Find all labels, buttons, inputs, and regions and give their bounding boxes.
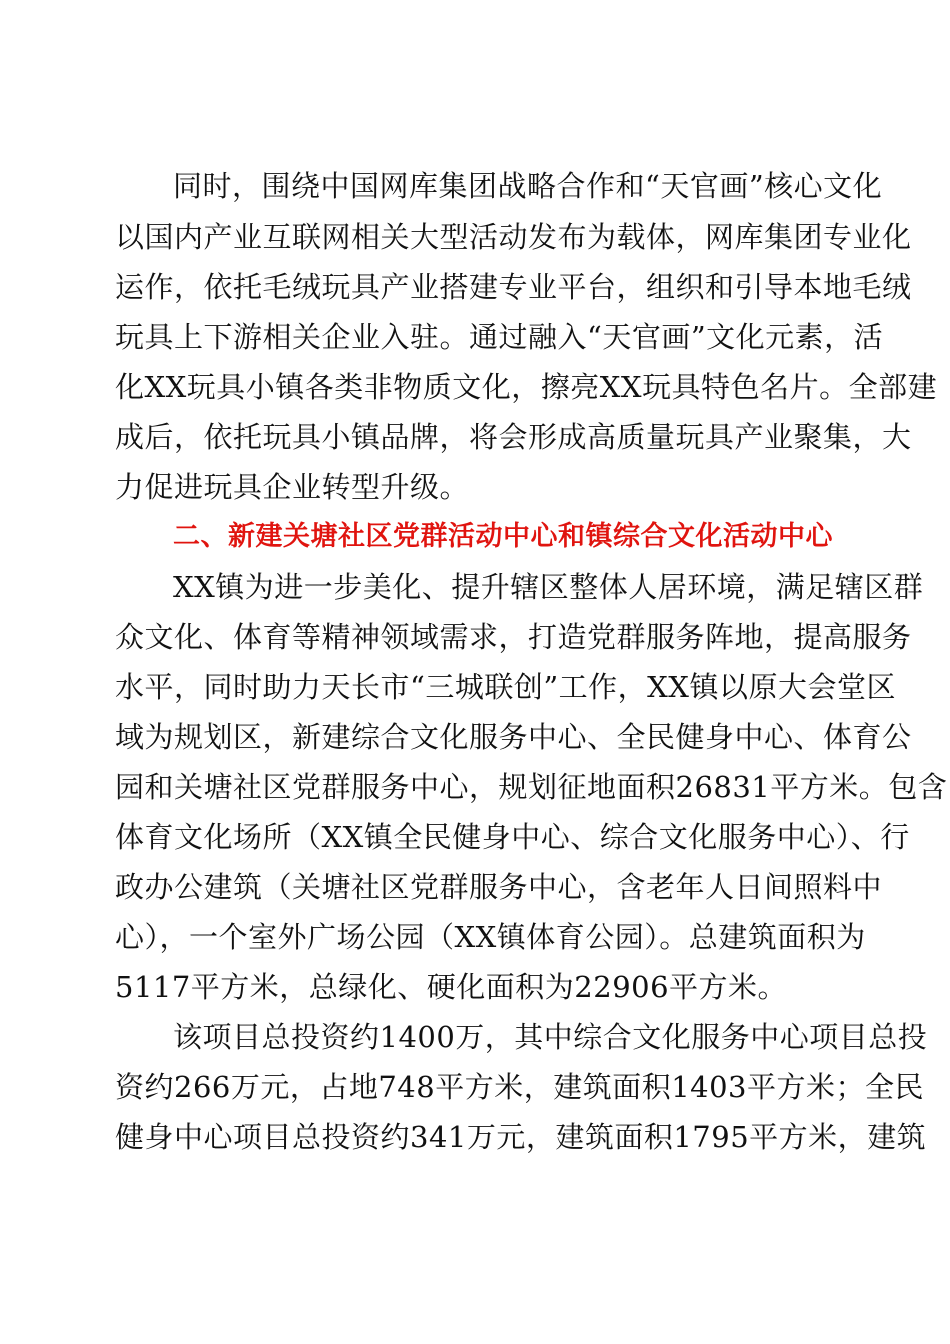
paragraph-2-line-7: 政办公建筑（关塘社区党群服务中心，含老年人日间照料中: [115, 870, 883, 904]
paragraph-3-line-2: 资约266万元，占地748平方米，建筑面积1403平方米；全民: [115, 1070, 925, 1104]
paragraph-2-line-3: 水平，同时助力天长市“三城联创”工作，XX镇以原大会堂区: [115, 670, 896, 704]
paragraph-1-line-7: 力促进玩具企业转型升级。: [115, 470, 470, 504]
paragraph-2-line-8: 心），一个室外广场公园（XX镇体育公园）。总建筑面积为: [115, 920, 866, 954]
paragraph-1-line-6: 成后，依托玩具小镇品牌，将会形成高质量玩具产业聚集，大: [115, 420, 912, 454]
paragraph-2-line-6: 体育文化场所（XX镇全民健身中心、综合文化服务中心）、行: [115, 820, 910, 854]
paragraph-1-line-1: 同时，围绕中国网库集团战略合作和“天官画”核心文化: [173, 169, 883, 203]
paragraph-2-line-1: XX镇为进一步美化、提升辖区整体人居环境，满足辖区群: [173, 570, 924, 604]
paragraph-2-line-2: 众文化、体育等精神领域需求，打造党群服务阵地，提高服务: [115, 620, 912, 654]
section-heading: 二、新建关塘社区党群活动中心和镇综合文化活动中心: [173, 521, 833, 552]
paragraph-2-line-9: 5117平方米，总绿化、硬化面积为22906平方米。: [115, 970, 788, 1004]
paragraph-1-line-3: 运作，依托毛绒玩具产业搭建专业平台，组织和引导本地毛绒: [115, 270, 912, 304]
paragraph-3-line-3: 健身中心项目总投资约341万元，建筑面积1795平方米，建筑: [115, 1120, 927, 1154]
paragraph-2-line-5: 园和关塘社区党群服务中心，规划征地面积26831平方米。包含: [115, 770, 948, 804]
paragraph-1-line-5: 化XX玩具小镇各类非物质文化，擦亮XX玩具特色名片。全部建: [115, 370, 938, 404]
paragraph-3-line-1: 该项目总投资约1400万，其中综合文化服务中心项目总投: [173, 1020, 928, 1054]
paragraph-1-line-4: 玩具上下游相关企业入驻。通过融入“天官画”文化元素，活: [115, 320, 884, 354]
paragraph-2-line-4: 域为规划区，新建综合文化服务中心、全民健身中心、体育公: [115, 720, 912, 754]
paragraph-1-line-2: 以国内产业互联网相关大型活动发布为载体，网库集团专业化: [115, 220, 912, 254]
